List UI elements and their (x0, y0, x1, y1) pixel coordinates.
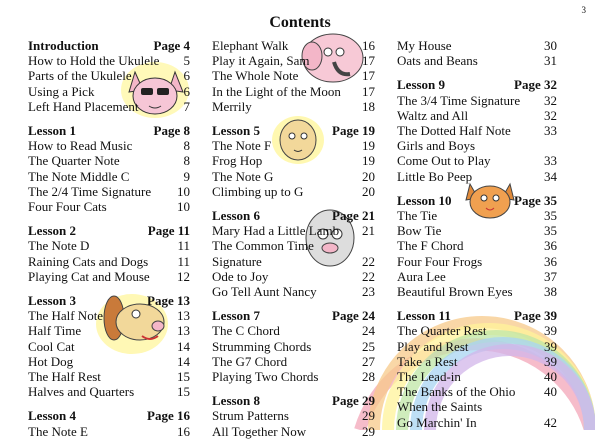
contents-entry (397, 269, 557, 284)
lesson-page: Page 24 (332, 308, 375, 324)
contents-entry (28, 369, 190, 384)
entry-page: 11 (177, 238, 190, 254)
contents-entry (28, 169, 190, 184)
contents-entry (28, 339, 190, 354)
entry-title: Girls and Boys (397, 138, 475, 154)
entry-page: 16 (177, 423, 190, 439)
contents-entry (397, 38, 557, 53)
entry-title: The C Chord (212, 323, 280, 339)
entry-page: 10 (177, 199, 190, 215)
entry-title: Hot Dog (28, 353, 74, 369)
entry-page: 35 (544, 223, 557, 239)
entry-title: Parts of the Ukulele (28, 68, 132, 84)
contents-entry (212, 223, 375, 238)
entry-page: 28 (362, 369, 375, 385)
entry-page: 33 (544, 123, 557, 139)
entry-title: Come Out to Play (397, 153, 491, 169)
contents-entry (28, 184, 190, 199)
contents-entry (212, 254, 375, 269)
lesson-title: Lesson 6 (212, 208, 261, 224)
entry-title: The Half Rest (28, 369, 101, 385)
entry-page: 37 (544, 268, 557, 284)
entry-title: Four Four Cats (28, 199, 107, 215)
page-title: Contents (269, 14, 331, 31)
contents-entry (397, 254, 557, 269)
entry-title: Go Tell Aunt Nancy (212, 284, 317, 300)
contents-entry (397, 208, 557, 223)
lesson-heading (397, 193, 557, 208)
entry-page: 19 (362, 153, 375, 169)
contents-entry (212, 138, 375, 153)
entry-title: Four Four Frogs (397, 253, 483, 269)
contents-entry (28, 354, 190, 369)
contents-entry (212, 169, 375, 184)
entry-title: Left Hand Placement (28, 98, 139, 114)
entry-title: Merrily (212, 98, 252, 114)
contents-entry (397, 123, 557, 138)
entry-page: 27 (362, 353, 375, 369)
contents-entry (397, 415, 557, 430)
entry-title: The Lead-in (397, 369, 461, 385)
contents-entry (212, 354, 375, 369)
entry-page: 10 (177, 183, 190, 199)
entry-title: How to Hold the Ukulele (28, 53, 160, 69)
entry-page: 39 (544, 353, 557, 369)
lesson-section (397, 308, 557, 430)
entry-title: Take a Rest (397, 353, 458, 369)
contents-entry (397, 339, 557, 354)
contents-entry (28, 138, 190, 153)
lesson-section (397, 38, 557, 68)
contents-entry (397, 108, 557, 123)
entry-page: 14 (177, 353, 190, 369)
entry-title: Strumming Chords (212, 338, 312, 354)
entry-title: The Common Time (212, 238, 314, 254)
entry-page: 25 (362, 338, 375, 354)
contents-entry (397, 284, 557, 299)
entry-page: 14 (177, 338, 190, 354)
entry-page: 17 (362, 83, 375, 99)
entry-page: 35 (544, 208, 557, 224)
lesson-title: Lesson 1 (28, 123, 77, 139)
contents-entry (212, 323, 375, 338)
entry-title: Climbing up to G (212, 183, 304, 199)
entry-page: 31 (544, 53, 557, 69)
contents-entry (212, 339, 375, 354)
entry-page: 33 (544, 153, 557, 169)
entry-title: When the Saints (397, 399, 483, 415)
entry-page: 13 (177, 323, 190, 339)
entry-title: The Whole Note (212, 68, 299, 84)
entry-title: In the Light of the Moon (212, 83, 341, 99)
lesson-heading (28, 38, 190, 53)
contents-entry (212, 153, 375, 168)
entry-title: Strum Patterns (212, 408, 289, 424)
entry-page: 36 (544, 253, 557, 269)
entry-page: 18 (362, 98, 375, 114)
lesson-section (28, 408, 190, 438)
entry-title: The F Chord (397, 238, 464, 254)
entry-page: 39 (544, 323, 557, 339)
contents-entry (212, 184, 375, 199)
entry-page: 15 (177, 369, 190, 385)
lesson-heading (28, 293, 190, 308)
entry-page: 21 (362, 223, 375, 239)
contents-entry (397, 354, 557, 369)
entry-page: 15 (177, 384, 190, 400)
lesson-section (212, 308, 375, 384)
entry-title: How to Read Music (28, 138, 133, 154)
contents-entry (397, 238, 557, 253)
contents-entry (28, 199, 190, 214)
lesson-heading (397, 77, 557, 92)
lesson-title: Lesson 10 (397, 192, 452, 208)
entry-title: The Note E (28, 423, 88, 439)
entry-title: Playing Two Chords (212, 369, 319, 385)
entry-page: 20 (362, 183, 375, 199)
entry-title: All Together Now (212, 423, 307, 439)
entry-page: 24 (362, 323, 375, 339)
entry-page: 32 (544, 107, 557, 123)
contents-entry (397, 369, 557, 384)
lesson-page: Page 32 (514, 77, 557, 93)
entry-title: Mary Had a Little Lamb (212, 223, 340, 239)
lesson-section (212, 208, 375, 299)
contents-entry (28, 238, 190, 253)
entry-page: 32 (544, 92, 557, 108)
entry-page: 7 (183, 98, 190, 114)
lesson-title: Lesson 9 (397, 77, 446, 93)
lesson-section (28, 123, 190, 214)
entry-title: Frog Hop (212, 153, 263, 169)
entry-page: 29 (362, 423, 375, 439)
lesson-page: Page 16 (147, 408, 190, 424)
entry-page: 39 (544, 338, 557, 354)
lesson-heading (212, 393, 375, 408)
entry-title: The Note Middle C (28, 168, 130, 184)
lesson-heading (28, 123, 190, 138)
contents-entry (397, 53, 557, 68)
lesson-page: Page 4 (153, 38, 190, 53)
entry-title: Go Marchin' In (397, 414, 477, 430)
entry-title: Little Bo Peep (397, 168, 473, 184)
entry-title: Bow Tie (397, 223, 442, 239)
lesson-title: Lesson 5 (212, 123, 261, 139)
entry-page: 29 (362, 408, 375, 424)
entry-title: Aura Lee (397, 268, 446, 284)
entry-title: The Dotted Half Note (397, 123, 511, 139)
entry-title: The Banks of the Ohio (397, 384, 516, 400)
entry-page: 19 (362, 138, 375, 154)
contents-entry (28, 254, 190, 269)
lesson-title: Lesson 11 (397, 308, 451, 324)
contents-entry (212, 84, 375, 99)
entry-title: Cool Cat (28, 338, 75, 354)
entry-page: 6 (183, 83, 190, 99)
entry-page: 36 (544, 238, 557, 254)
lesson-page: Page 8 (153, 123, 190, 139)
entry-page: 34 (544, 168, 557, 184)
contents-column-1 (28, 38, 190, 448)
entry-title: The Quarter Rest (397, 323, 487, 339)
entry-page: 11 (177, 253, 190, 269)
entry-title: Play and Rest (397, 338, 469, 354)
entry-title: The Tie (397, 208, 438, 224)
contents-entry (28, 269, 190, 284)
entry-page: 5 (183, 53, 190, 69)
contents-entry (212, 53, 375, 68)
lesson-title: Lesson 3 (28, 293, 77, 309)
entry-page: 13 (177, 308, 190, 324)
lesson-heading (28, 223, 190, 238)
contents-entry (397, 153, 557, 168)
entry-page: 8 (183, 153, 190, 169)
contents-entry (397, 399, 557, 414)
entry-page: 12 (177, 268, 190, 284)
entry-page: 38 (544, 284, 557, 300)
entry-page: 20 (362, 168, 375, 184)
contents-entry (212, 68, 375, 83)
lesson-page: Page 39 (514, 308, 557, 324)
contents-entry (28, 68, 190, 83)
entry-title: Raining Cats and Dogs (28, 253, 149, 269)
page-number: 3 (581, 5, 586, 15)
entry-title: The 2/4 Time Signature (28, 183, 152, 199)
entry-page: 17 (362, 68, 375, 84)
lesson-page: Page 29 (332, 393, 375, 409)
contents-entry (212, 408, 375, 423)
entry-title: The Note G (212, 168, 274, 184)
lesson-title: Lesson 8 (212, 393, 261, 409)
entry-title: Using a Pick (28, 83, 95, 99)
lesson-title: Lesson 7 (212, 308, 261, 324)
contents-entry (212, 99, 375, 114)
lesson-section (397, 193, 557, 299)
entry-title: Elephant Walk (212, 38, 289, 53)
lesson-section (212, 123, 375, 199)
entry-title: The Note D (28, 238, 90, 254)
entry-page: 30 (544, 38, 557, 53)
contents-entry (28, 384, 190, 399)
lesson-section (397, 77, 557, 183)
lesson-section (212, 38, 375, 114)
contents-entry (28, 308, 190, 323)
lesson-heading (212, 208, 375, 223)
entry-title: The 3/4 Time Signature (397, 92, 521, 108)
contents-entry (397, 323, 557, 338)
entry-title: The Quarter Note (28, 153, 120, 169)
lesson-heading (397, 308, 557, 323)
contents-entry (212, 238, 375, 253)
entry-title: Playing Cat and Mouse (28, 268, 150, 284)
lesson-heading (28, 408, 190, 423)
lesson-page: Page 35 (514, 192, 557, 208)
lesson-title: Lesson 2 (28, 223, 77, 239)
entry-page: 22 (362, 253, 375, 269)
lesson-page: Page 11 (147, 223, 190, 239)
contents-entry (397, 138, 557, 153)
entry-title: My House (397, 38, 452, 53)
entry-title: Ode to Joy (212, 268, 269, 284)
lesson-heading (212, 308, 375, 323)
lesson-section (28, 293, 190, 399)
entry-page: 8 (183, 138, 190, 154)
entry-title: Waltz and All (397, 107, 469, 123)
entry-title: Play it Again, Sam (212, 53, 310, 69)
lesson-title: Lesson 4 (28, 408, 77, 424)
entry-page: 17 (362, 53, 375, 69)
contents-entry (28, 323, 190, 338)
contents-entry (397, 169, 557, 184)
entry-title: The G7 Chord (212, 353, 288, 369)
entry-title: Beautiful Brown Eyes (397, 284, 513, 300)
entry-title: Half Time (28, 323, 82, 339)
entry-page: 42 (544, 414, 557, 430)
contents-entry (212, 369, 375, 384)
entry-page: 40 (544, 384, 557, 400)
entry-title: The Note F (212, 138, 272, 154)
entry-page: 9 (183, 168, 190, 184)
contents-entry (212, 269, 375, 284)
entry-title: The Half Note (28, 308, 104, 324)
contents-entry (212, 284, 375, 299)
contents-entry (28, 153, 190, 168)
lesson-page: Page 21 (332, 208, 375, 224)
contents-entry (28, 53, 190, 68)
contents-entry (397, 93, 557, 108)
contents-entry (397, 384, 557, 399)
lesson-page: Page 13 (147, 293, 190, 309)
contents-entry (28, 99, 190, 114)
contents-entry (397, 223, 557, 238)
contents-entry (212, 38, 375, 53)
entry-title: Oats and Beans (397, 53, 478, 69)
lesson-page: Page 19 (332, 123, 375, 139)
lesson-heading (212, 123, 375, 138)
entry-page: 6 (183, 68, 190, 84)
entry-page: 22 (362, 268, 375, 284)
lesson-section (28, 223, 190, 284)
entry-page: 40 (544, 369, 557, 385)
lesson-section (212, 393, 375, 439)
lesson-title: Introduction (28, 38, 99, 53)
contents-column-3 (397, 38, 557, 439)
lesson-section (28, 38, 190, 114)
entry-page: 16 (362, 38, 375, 53)
entry-title: Halves and Quarters (28, 384, 135, 400)
entry-title: Signature (212, 253, 262, 269)
entry-page: 23 (362, 284, 375, 300)
contents-entry (28, 84, 190, 99)
